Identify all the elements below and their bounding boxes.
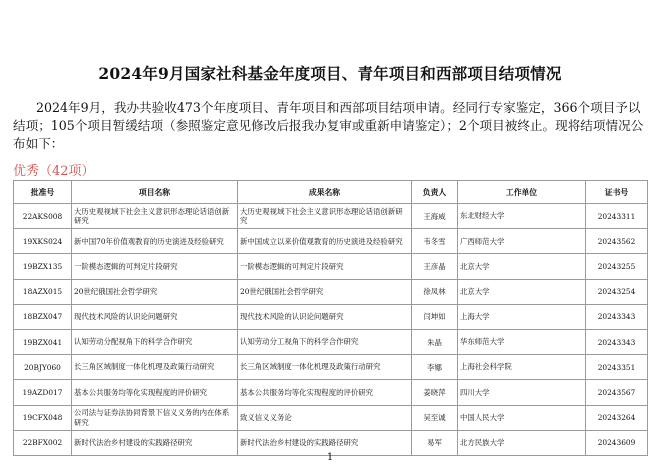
cell-certificate-number: 20243343: [586, 329, 648, 354]
cell-principal: 易军: [412, 430, 458, 455]
cell-approval-number: 19BZX135: [14, 254, 72, 279]
table-row: [14, 229, 648, 254]
header-certificate-number: 证书号: [586, 181, 648, 204]
cell-principal: 王海威: [412, 204, 458, 229]
table-row: [14, 279, 648, 304]
cell-work-unit: 北方民族大学: [458, 430, 586, 455]
cell-approval-number: 18AZX015: [14, 279, 72, 304]
cell-certificate-number: 20243254: [586, 279, 648, 304]
table-row: [14, 304, 648, 329]
table-header-row: [14, 181, 648, 204]
cell-certificate-number: 20243264: [586, 405, 648, 430]
header-project-name: 项目名称: [72, 181, 238, 204]
cell-project-name: 认知劳动分配视角下的科学合作研究: [72, 329, 238, 354]
cell-work-unit: 广西师范大学: [458, 229, 586, 254]
cell-result-name: 新中国成立以来价值观教育的历史演进及经验研究: [238, 229, 412, 254]
table-row: [14, 380, 648, 405]
cell-project-name: 一阶模态逻辑的可判定片段研究: [72, 254, 238, 279]
cell-approval-number: 22AKS008: [14, 204, 72, 229]
cell-principal: 韦冬雪: [412, 229, 458, 254]
cell-project-name: 长三角区域制度一体化机理及政策行动研究: [72, 355, 238, 380]
cell-result-name: 大历史观视域下社会主义意识形态理论话语创新研究: [238, 204, 412, 229]
cell-project-name: 新中国70年价值观教育的历史演进及经验研究: [72, 229, 238, 254]
cell-approval-number: 18BZX047: [14, 304, 72, 329]
cell-work-unit: 北京大学: [458, 279, 586, 304]
cell-result-name: 长三角区域制度一体化机理及政策行动研究: [238, 355, 412, 380]
cell-certificate-number: 20243343: [586, 304, 648, 329]
cell-result-name: 一阶模态逻辑的可判定片段研究: [238, 254, 412, 279]
cell-principal: 朱晶: [412, 329, 458, 354]
cell-project-name: 20世纪俄国社会哲学研究: [72, 279, 238, 304]
cell-project-name: 大历史观视域下社会主义意识形态理论话语创新研究: [72, 204, 238, 229]
cell-result-name: 20世纪俄国社会哲学研究: [238, 279, 412, 304]
table-row: [14, 405, 648, 430]
cell-principal: 闫坤如: [412, 304, 458, 329]
cell-project-name: 基本公共服务均等化实现程度的评价研究: [72, 380, 238, 405]
cell-project-name: 新时代法治乡村建设的实践路径研究: [72, 430, 238, 455]
cell-approval-number: 22BFX002: [14, 430, 72, 455]
cell-approval-number: 19BZX041: [14, 329, 72, 354]
cell-approval-number: 19XKS024: [14, 229, 72, 254]
table-row: [14, 254, 648, 279]
cell-certificate-number: 20243567: [586, 380, 648, 405]
cell-project-name: 公司法与证券法协同背景下信义义务的内在体系研究: [72, 405, 238, 430]
cell-certificate-number: 20243311: [586, 204, 648, 229]
cell-work-unit: 中国人民大学: [458, 405, 586, 430]
cell-approval-number: 19CFX048: [14, 405, 72, 430]
cell-work-unit: 华东师范大学: [458, 329, 586, 354]
table-row: [14, 355, 648, 380]
section-heading: 优秀（42项）: [13, 164, 95, 179]
header-result-name: 成果名称: [238, 181, 412, 204]
cell-result-name: 致义信义义务论: [238, 405, 412, 430]
cell-work-unit: 北京大学: [458, 254, 586, 279]
results-table: [13, 180, 648, 456]
cell-result-name: 基本公共服务均等化实现程度的评价研究: [238, 380, 412, 405]
header-approval-number: 批准号: [14, 181, 72, 204]
table-row: [14, 329, 648, 354]
table-row: [14, 204, 648, 229]
cell-principal: 姜晓萍: [412, 380, 458, 405]
header-principal: 负责人: [412, 181, 458, 204]
cell-work-unit: 上海社会科学院: [458, 355, 586, 380]
cell-certificate-number: 20243255: [586, 254, 648, 279]
cell-work-unit: 上海大学: [458, 304, 586, 329]
cell-approval-number: 19AZD017: [14, 380, 72, 405]
cell-work-unit: 东北财经大学: [458, 204, 586, 229]
cell-principal: 李娜: [412, 355, 458, 380]
document-title: 2024年9月国家社科基金年度项目、青年项目和西部项目结项情况: [98, 64, 562, 83]
cell-principal: 王彦晶: [412, 254, 458, 279]
cell-result-name: 现代技术风险的认识论问题研究: [238, 304, 412, 329]
cell-approval-number: 20BJY060: [14, 355, 72, 380]
cell-result-name: 认知劳动分工视角下的科学合作研究: [238, 329, 412, 354]
cell-certificate-number: 20243609: [586, 430, 648, 455]
intro-paragraph: 2024年9月，我办共验收473个年度项目、青年项目和西部项目结项申请。经同行专家鉴定，366个项目予以结项；105个项目暂缓结项（参照鉴定意见修改后报我办复审或重新申请鉴定）；2个项目被终止。现将结项情况公布如下：: [13, 100, 644, 151]
page-number: 1: [326, 452, 334, 463]
cell-certificate-number: 20243562: [586, 229, 648, 254]
cell-result-name: 新时代法治乡村建设的实践路径研究: [238, 430, 412, 455]
cell-principal: 徐凤林: [412, 279, 458, 304]
cell-certificate-number: 20243351: [586, 355, 648, 380]
cell-work-unit: 四川大学: [458, 380, 586, 405]
cell-principal: 吴至诚: [412, 405, 458, 430]
cell-project-name: 现代技术风险的认识论问题研究: [72, 304, 238, 329]
header-work-unit: 工作单位: [458, 181, 586, 204]
